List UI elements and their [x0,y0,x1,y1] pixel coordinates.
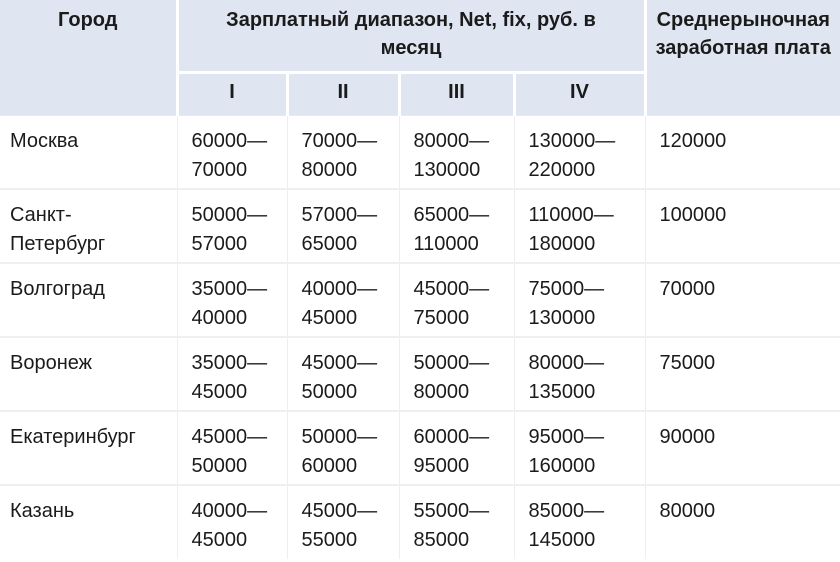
city-cell: Екатеринбург [0,411,177,485]
column-header-quartile-4: IV [514,72,645,115]
q3-cell: 80000—130000 [399,115,514,189]
city-cell: Москва [0,115,177,189]
table-header [0,0,840,115]
table-body [0,115,840,559]
column-header-salary-range-group: Зарплатный диапазон, Net, fix, руб. в месяц [177,0,645,72]
q3-cell: 65000—110000 [399,189,514,263]
q2-cell: 70000—80000 [287,115,399,189]
q1-cell: 40000—45000 [177,485,287,559]
city-cell: Воронеж [0,337,177,411]
average-cell: 90000 [645,411,840,485]
city-cell: Волгоград [0,263,177,337]
average-cell: 70000 [645,263,840,337]
q1-cell: 60000—70000 [177,115,287,189]
column-header-city: Город [0,0,177,115]
city-cell: Казань [10,500,75,522]
q4-cell: 85000—145000 [514,485,645,559]
q3-cell: 55000—85000 [399,485,514,559]
average-cell: 120000 [645,115,840,189]
table-row-volgograd [0,263,840,337]
column-header-quartile-1: I [177,72,287,115]
q2-cell: 57000—65000 [287,189,399,263]
average-cell: 80000 [645,485,840,559]
table-row-yekaterinburg [0,411,840,485]
column-header-quartile-2: II [287,72,399,115]
column-header-quartile-3: III [399,72,514,115]
q3-cell: 60000—95000 [399,411,514,485]
q3-cell: 45000—75000 [399,263,514,337]
column-header-market-average: Среднерыночная заработная плата [645,0,840,115]
table-row-kazan [0,485,840,559]
q2-cell: 40000—45000 [287,263,399,337]
table-row-moscow [0,115,840,189]
average-cell: 75000 [645,337,840,411]
city-cell: Санкт-Петербург [0,189,177,263]
q3-cell: 50000—80000 [399,337,514,411]
q4-cell: 95000—160000 [514,411,645,485]
q1-cell: 50000—57000 [177,189,287,263]
q4-cell: 75000—130000 [514,263,645,337]
table-row-voronezh [0,337,840,411]
table-row-saint-petersburg [0,189,840,263]
average-cell: 100000 [645,189,840,263]
q2-cell: 45000—55000 [287,485,399,559]
q4-cell: 110000—180000 [514,189,645,263]
q1-cell: 35000—45000 [177,337,287,411]
q2-cell: 45000—50000 [287,337,399,411]
q4-cell: 80000—135000 [514,337,645,411]
q2-cell: 50000—60000 [287,411,399,485]
q1-cell: 45000—50000 [177,411,287,485]
q1-cell: 35000—40000 [177,263,287,337]
q4-cell: 130000—220000 [514,115,645,189]
